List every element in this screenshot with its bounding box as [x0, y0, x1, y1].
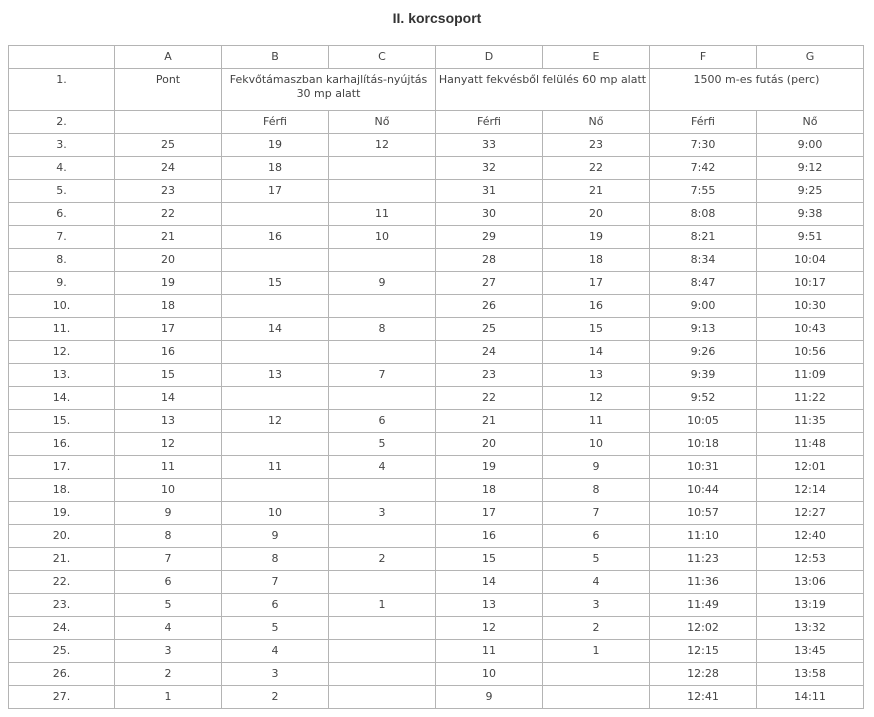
table-cell: 11:36: [650, 571, 757, 594]
table-cell: 25: [436, 318, 543, 341]
table-cell: 11:48: [757, 433, 864, 456]
table-cell: 12: [436, 617, 543, 640]
table-row: [9, 249, 864, 272]
table-cell: 17: [543, 272, 650, 295]
table-cell: 4: [329, 456, 436, 479]
table-cell: [222, 295, 329, 318]
row-number: 12.: [9, 341, 115, 364]
row-number: 2.: [9, 111, 115, 134]
table-cell: 11: [329, 203, 436, 226]
table-cell: 14:11: [757, 686, 864, 709]
table-cell: [222, 479, 329, 502]
column-letter: F: [650, 46, 757, 69]
table-cell: 14: [115, 387, 222, 410]
table-cell: 12:28: [650, 663, 757, 686]
table-cell: 13:19: [757, 594, 864, 617]
row-number: 4.: [9, 157, 115, 180]
table-cell: 25: [115, 134, 222, 157]
column-letter: D: [436, 46, 543, 69]
table-cell: 10:57: [650, 502, 757, 525]
table-cell: 18: [436, 479, 543, 502]
table-cell: 12:53: [757, 548, 864, 571]
table-row: [9, 686, 864, 709]
table-cell: 4: [543, 571, 650, 594]
table-cell: 11:35: [757, 410, 864, 433]
table-cell: 5: [222, 617, 329, 640]
column-letter: B: [222, 46, 329, 69]
table-cell: 11:49: [650, 594, 757, 617]
row-number: 19.: [9, 502, 115, 525]
table-cell: 10:43: [757, 318, 864, 341]
table-row: [9, 663, 864, 686]
table-cell: 15: [543, 318, 650, 341]
table-cell: 10:05: [650, 410, 757, 433]
subheader-cell: [115, 111, 222, 134]
table-cell: [329, 157, 436, 180]
subheader-cell: Nő: [543, 111, 650, 134]
table-cell: 23: [543, 134, 650, 157]
table-cell: 16: [436, 525, 543, 548]
table-cell: 21: [543, 180, 650, 203]
table-cell: [222, 387, 329, 410]
table-cell: 9: [222, 525, 329, 548]
table-cell: 20: [436, 433, 543, 456]
table-cell: 29: [436, 226, 543, 249]
table-cell: 19: [222, 134, 329, 157]
table-cell: [329, 686, 436, 709]
table-cell: 19: [115, 272, 222, 295]
table-cell: 8:34: [650, 249, 757, 272]
table-cell: 12:40: [757, 525, 864, 548]
table-cell: 13: [543, 364, 650, 387]
row-number: 13.: [9, 364, 115, 387]
table-cell: 10:44: [650, 479, 757, 502]
table-row: [9, 295, 864, 318]
table-cell: 14: [436, 571, 543, 594]
table-cell: 16: [222, 226, 329, 249]
table-cell: 6: [115, 571, 222, 594]
table-row: [9, 410, 864, 433]
table-row: [9, 548, 864, 571]
table-cell: 12:01: [757, 456, 864, 479]
table-row: [9, 456, 864, 479]
table-row: [9, 433, 864, 456]
table-cell: 14: [543, 341, 650, 364]
table-cell: 10: [543, 433, 650, 456]
table-cell: 22: [543, 157, 650, 180]
table-cell: 9:25: [757, 180, 864, 203]
table-cell: 10:31: [650, 456, 757, 479]
table-cell: 12: [222, 410, 329, 433]
table-cell: 11:10: [650, 525, 757, 548]
table-cell: 30: [436, 203, 543, 226]
column-letter: C: [329, 46, 436, 69]
table-cell: 10: [115, 479, 222, 502]
table-cell: 7: [543, 502, 650, 525]
row-number: 16.: [9, 433, 115, 456]
row-number: 27.: [9, 686, 115, 709]
table-cell: 9: [115, 502, 222, 525]
table-cell: 6: [543, 525, 650, 548]
table-cell: 8: [543, 479, 650, 502]
table-cell: 13: [436, 594, 543, 617]
table-row: [9, 180, 864, 203]
table-cell: 18: [115, 295, 222, 318]
table-cell: 8: [222, 548, 329, 571]
table-cell: 5: [115, 594, 222, 617]
table-cell: 27: [436, 272, 543, 295]
row-number: 24.: [9, 617, 115, 640]
table-cell: 13:32: [757, 617, 864, 640]
table-cell: [329, 387, 436, 410]
table-cell: 7:42: [650, 157, 757, 180]
table-cell: 5: [543, 548, 650, 571]
table-cell: 8:47: [650, 272, 757, 295]
header-pont: Pont: [115, 69, 222, 111]
table-cell: [543, 686, 650, 709]
table-cell: 12:02: [650, 617, 757, 640]
table-cell: 13:06: [757, 571, 864, 594]
table-cell: [329, 295, 436, 318]
table-cell: 9:26: [650, 341, 757, 364]
table-cell: [329, 617, 436, 640]
table-row: [9, 203, 864, 226]
table-cell: 10: [222, 502, 329, 525]
table-row: [9, 502, 864, 525]
table-cell: 3: [543, 594, 650, 617]
table-cell: 8:08: [650, 203, 757, 226]
table-cell: 10:17: [757, 272, 864, 295]
table-cell: 15: [115, 364, 222, 387]
column-letter: G: [757, 46, 864, 69]
table-cell: 19: [436, 456, 543, 479]
page-title: II. korcsoport: [392, 10, 482, 26]
row-number: 23.: [9, 594, 115, 617]
table-cell: [329, 525, 436, 548]
table-cell: 24: [115, 157, 222, 180]
table-cell: [329, 180, 436, 203]
subheader-cell: Férfi: [650, 111, 757, 134]
table-cell: 4: [115, 617, 222, 640]
row-number: 14.: [9, 387, 115, 410]
table-cell: 8:21: [650, 226, 757, 249]
table-cell: 7: [329, 364, 436, 387]
table-cell: 12:15: [650, 640, 757, 663]
table-cell: 22: [115, 203, 222, 226]
table-cell: [329, 663, 436, 686]
row-number: 9.: [9, 272, 115, 295]
table-cell: 13: [115, 410, 222, 433]
table-cell: 22: [436, 387, 543, 410]
table-cell: 13:58: [757, 663, 864, 686]
table-cell: 2: [543, 617, 650, 640]
table-cell: 9:00: [650, 295, 757, 318]
table-cell: 2: [222, 686, 329, 709]
table-cell: 12:41: [650, 686, 757, 709]
table-cell: 9:39: [650, 364, 757, 387]
column-letter: A: [115, 46, 222, 69]
table-cell: 8: [115, 525, 222, 548]
subheader-row: [9, 111, 864, 134]
subheader-cell: Nő: [757, 111, 864, 134]
table-cell: 2: [115, 663, 222, 686]
table-cell: 1: [543, 640, 650, 663]
table-cell: 2: [329, 548, 436, 571]
table-cell: [222, 203, 329, 226]
table-cell: 3: [115, 640, 222, 663]
table-cell: 10:30: [757, 295, 864, 318]
header-row: [9, 69, 864, 111]
table-cell: 9:51: [757, 226, 864, 249]
row-number: 5.: [9, 180, 115, 203]
table-cell: [329, 571, 436, 594]
subheader-cell: Férfi: [222, 111, 329, 134]
table-cell: 11: [115, 456, 222, 479]
table-cell: 10:18: [650, 433, 757, 456]
table-cell: 7: [222, 571, 329, 594]
table-cell: 23: [436, 364, 543, 387]
table-cell: 23: [115, 180, 222, 203]
table-cell: 16: [115, 341, 222, 364]
subheader-cell: Nő: [329, 111, 436, 134]
table-cell: 17: [115, 318, 222, 341]
column-letter: [9, 46, 115, 69]
row-number: 26.: [9, 663, 115, 686]
table-row: [9, 134, 864, 157]
table-cell: 12: [329, 134, 436, 157]
table-cell: 21: [436, 410, 543, 433]
table-cell: [329, 341, 436, 364]
table-cell: 19: [543, 226, 650, 249]
table-cell: 32: [436, 157, 543, 180]
table-cell: 9: [329, 272, 436, 295]
table-cell: 7:55: [650, 180, 757, 203]
subheader-cell: Férfi: [436, 111, 543, 134]
table-cell: [329, 479, 436, 502]
table-cell: 4: [222, 640, 329, 663]
table-row: [9, 571, 864, 594]
table-cell: 24: [436, 341, 543, 364]
table-cell: 12: [115, 433, 222, 456]
table-row: [9, 525, 864, 548]
table-cell: 18: [543, 249, 650, 272]
table-cell: 12:27: [757, 502, 864, 525]
table-cell: 6: [329, 410, 436, 433]
table-cell: 20: [543, 203, 650, 226]
table-cell: 8: [329, 318, 436, 341]
table-cell: 10:56: [757, 341, 864, 364]
row-number: 20.: [9, 525, 115, 548]
table-cell: 9:52: [650, 387, 757, 410]
table-row: [9, 617, 864, 640]
table-cell: 11: [222, 456, 329, 479]
table-cell: 12: [543, 387, 650, 410]
table-cell: 12:14: [757, 479, 864, 502]
table-cell: 26: [436, 295, 543, 318]
table-cell: 33: [436, 134, 543, 157]
row-number: 8.: [9, 249, 115, 272]
row-number: 18.: [9, 479, 115, 502]
header-pushup: Fekvőtámaszban karhajlítás-nyújtás 30 mp alatt: [222, 69, 436, 111]
header-situp: Hanyatt fekvésből felülés 60 mp alatt: [436, 69, 650, 111]
header-run: 1500 m-es futás (perc): [650, 69, 864, 111]
score-table: [8, 45, 864, 709]
row-number: 6.: [9, 203, 115, 226]
table-cell: [222, 341, 329, 364]
row-number: 21.: [9, 548, 115, 571]
table-row: [9, 387, 864, 410]
table-cell: [329, 640, 436, 663]
table-cell: 21: [115, 226, 222, 249]
table-cell: 9:00: [757, 134, 864, 157]
table-cell: 10: [329, 226, 436, 249]
table-row: [9, 318, 864, 341]
table-cell: 1: [115, 686, 222, 709]
table-cell: 11:09: [757, 364, 864, 387]
table-cell: 7:30: [650, 134, 757, 157]
column-letter: E: [543, 46, 650, 69]
table-cell: 3: [222, 663, 329, 686]
table-cell: 9:12: [757, 157, 864, 180]
table-cell: 6: [222, 594, 329, 617]
table-cell: [543, 663, 650, 686]
table-cell: [329, 249, 436, 272]
table-cell: 10:04: [757, 249, 864, 272]
row-number: 11.: [9, 318, 115, 341]
table-row: [9, 157, 864, 180]
table-row: [9, 226, 864, 249]
table-cell: 7: [115, 548, 222, 571]
table-cell: 3: [329, 502, 436, 525]
table-cell: 15: [222, 272, 329, 295]
table-cell: 14: [222, 318, 329, 341]
table-cell: 28: [436, 249, 543, 272]
table-row: [9, 479, 864, 502]
table-cell: 17: [436, 502, 543, 525]
table-cell: [222, 249, 329, 272]
table-cell: 9:13: [650, 318, 757, 341]
table-cell: 17: [222, 180, 329, 203]
row-number: 22.: [9, 571, 115, 594]
table-cell: 13: [222, 364, 329, 387]
table-cell: [222, 433, 329, 456]
table-cell: 9: [543, 456, 650, 479]
table-cell: 11: [543, 410, 650, 433]
row-number: 1.: [9, 69, 115, 111]
table-cell: 9:38: [757, 203, 864, 226]
table-cell: 13:45: [757, 640, 864, 663]
table-row: [9, 594, 864, 617]
column-letter-row: [9, 46, 864, 69]
table-cell: 10: [436, 663, 543, 686]
table-cell: 11: [436, 640, 543, 663]
table-row: [9, 272, 864, 295]
row-number: 3.: [9, 134, 115, 157]
table-cell: 18: [222, 157, 329, 180]
table-cell: 15: [436, 548, 543, 571]
table-row: [9, 640, 864, 663]
table-cell: 5: [329, 433, 436, 456]
table-cell: 11:23: [650, 548, 757, 571]
row-number: 10.: [9, 295, 115, 318]
table-cell: 11:22: [757, 387, 864, 410]
table-row: [9, 341, 864, 364]
row-number: 7.: [9, 226, 115, 249]
table-cell: 9: [436, 686, 543, 709]
table-cell: 20: [115, 249, 222, 272]
table-row: [9, 364, 864, 387]
row-number: 25.: [9, 640, 115, 663]
table-cell: 1: [329, 594, 436, 617]
row-number: 17.: [9, 456, 115, 479]
row-number: 15.: [9, 410, 115, 433]
table-cell: 16: [543, 295, 650, 318]
table-cell: 31: [436, 180, 543, 203]
